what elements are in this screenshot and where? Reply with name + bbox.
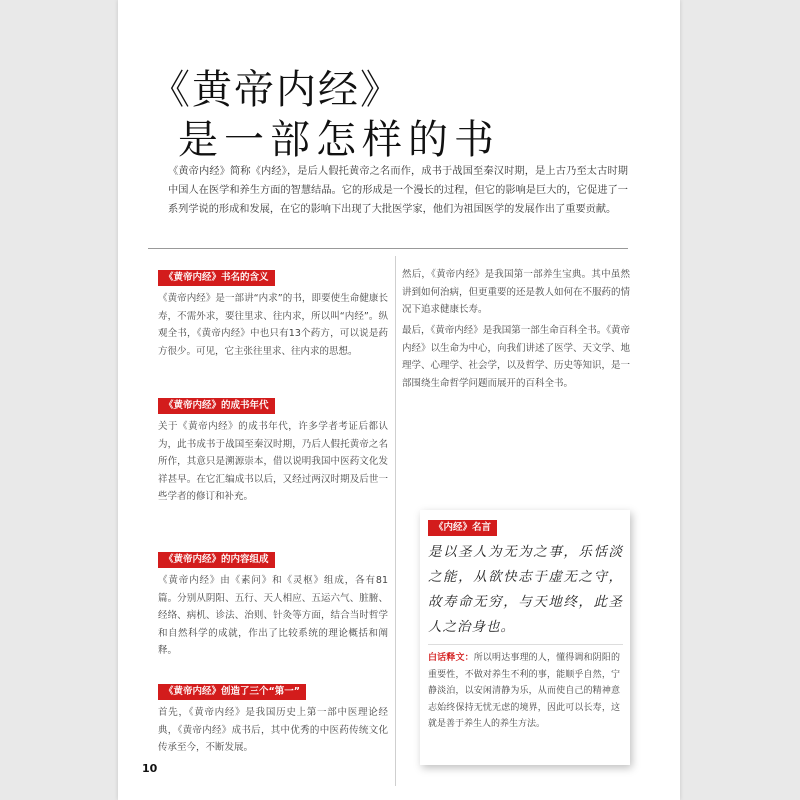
section-tag-three-firsts: 《黄帝内经》创造了三个“第一” bbox=[158, 684, 306, 700]
quote-tag: 《内经》名言 bbox=[428, 520, 497, 536]
section-text-era: 关于《黄帝内经》的成书年代，许多学者考证后都认为，此书成书于战国至秦汉时期，乃后人假托黄帝之名所作，其意只是溯源崇本，借以说明我国中医药文化发祥甚早。在它汇编成书以后，又经过两汉时期及后世一些学者的修订和补充。 bbox=[158, 421, 388, 502]
intro-paragraph: 《黄帝内经》简称《内经》，是后人假托黄帝之名而作，成书于战国至秦汉时期，是上古乃至太古时期中国人在医学和养生方面的智慧结晶。它的形成是一个漫长的过程，但它的影响是巨大的，它促进了一系列学说的形成和发展，在它的影响下出现了大批医学家，他们为祖国医学的发展作出了重要贡献。 bbox=[168, 166, 628, 215]
right-paragraph-second: 然后，《黄帝内经》是我国第一部养生宝典。其中虽然讲到如何治病，但更重要的还是教人如何在不服药的情况下追求健康长寿。 bbox=[402, 269, 631, 315]
column-divider bbox=[395, 256, 396, 786]
page-number: 10 bbox=[142, 762, 158, 775]
quote-text: 是以圣人为无为之事，乐恬淡之能，从欲快志于虚无之守，故寿命无穷，与天地终，此圣人之治身也。 bbox=[428, 544, 623, 635]
section-tag-era: 《黄帝内经》的成书年代 bbox=[158, 398, 275, 414]
page-title-line2: 是一部怎样的书 bbox=[178, 117, 500, 163]
page-title-line1: 《黄帝内经》 bbox=[150, 67, 402, 113]
quote-explanation-text: 所以明达事理的人，懂得调和阴阳的重要性，不做对养生不利的事，能顺乎自然，宁静淡泊，以安闲清静为乐，从而使自己的精神意志始终保持无忧无虑的境界，因此可以长寿，这就是善于养生人的养生方法。 bbox=[428, 653, 620, 729]
section-tag-title-meaning: 《黄帝内经》书名的含义 bbox=[158, 270, 275, 286]
quote-explanation bbox=[428, 650, 620, 733]
section-text-title-meaning: 《黄帝内经》是一部讲“内求”的书，即要使生命健康长寿，不需外求，要往里求、往内求，所以叫“内经”。纵观全书，《黄帝内经》中也只有13个药方，可以说是药方很少。可见，它主张往里求、往内求的思想。 bbox=[158, 293, 388, 357]
quote-explanation-label: 白话释文： bbox=[428, 653, 474, 663]
section-text-content: 《黄帝内经》由《素问》和《灵枢》组成，各有81篇。分别从阴阳、五行、天人相应、五运六气、脏腑、经络、病机、诊法、治则、针灸等方面，结合当时哲学和自然科学的成就，作出了比较系统的理论概括和阐释。 bbox=[158, 575, 388, 656]
section-divider bbox=[148, 248, 628, 249]
quote-separator bbox=[428, 644, 623, 645]
section-text-three-firsts: 首先，《黄帝内经》是我国历史上第一部中医理论经典，《黄帝内经》成书后，其中优秀的中医药传统文化传承至今，不断发展。 bbox=[158, 707, 388, 753]
right-paragraph-third: 最后，《黄帝内经》是我国第一部生命百科全书。《黄帝内经》以生命为中心，向我们讲述了医学、天文学、地理学、心理学、社会学，以及哲学、历史等知识，是一部围绕生命哲学问题而展开的百科全书。 bbox=[402, 325, 631, 389]
section-tag-content: 《黄帝内经》的内容组成 bbox=[158, 552, 275, 568]
